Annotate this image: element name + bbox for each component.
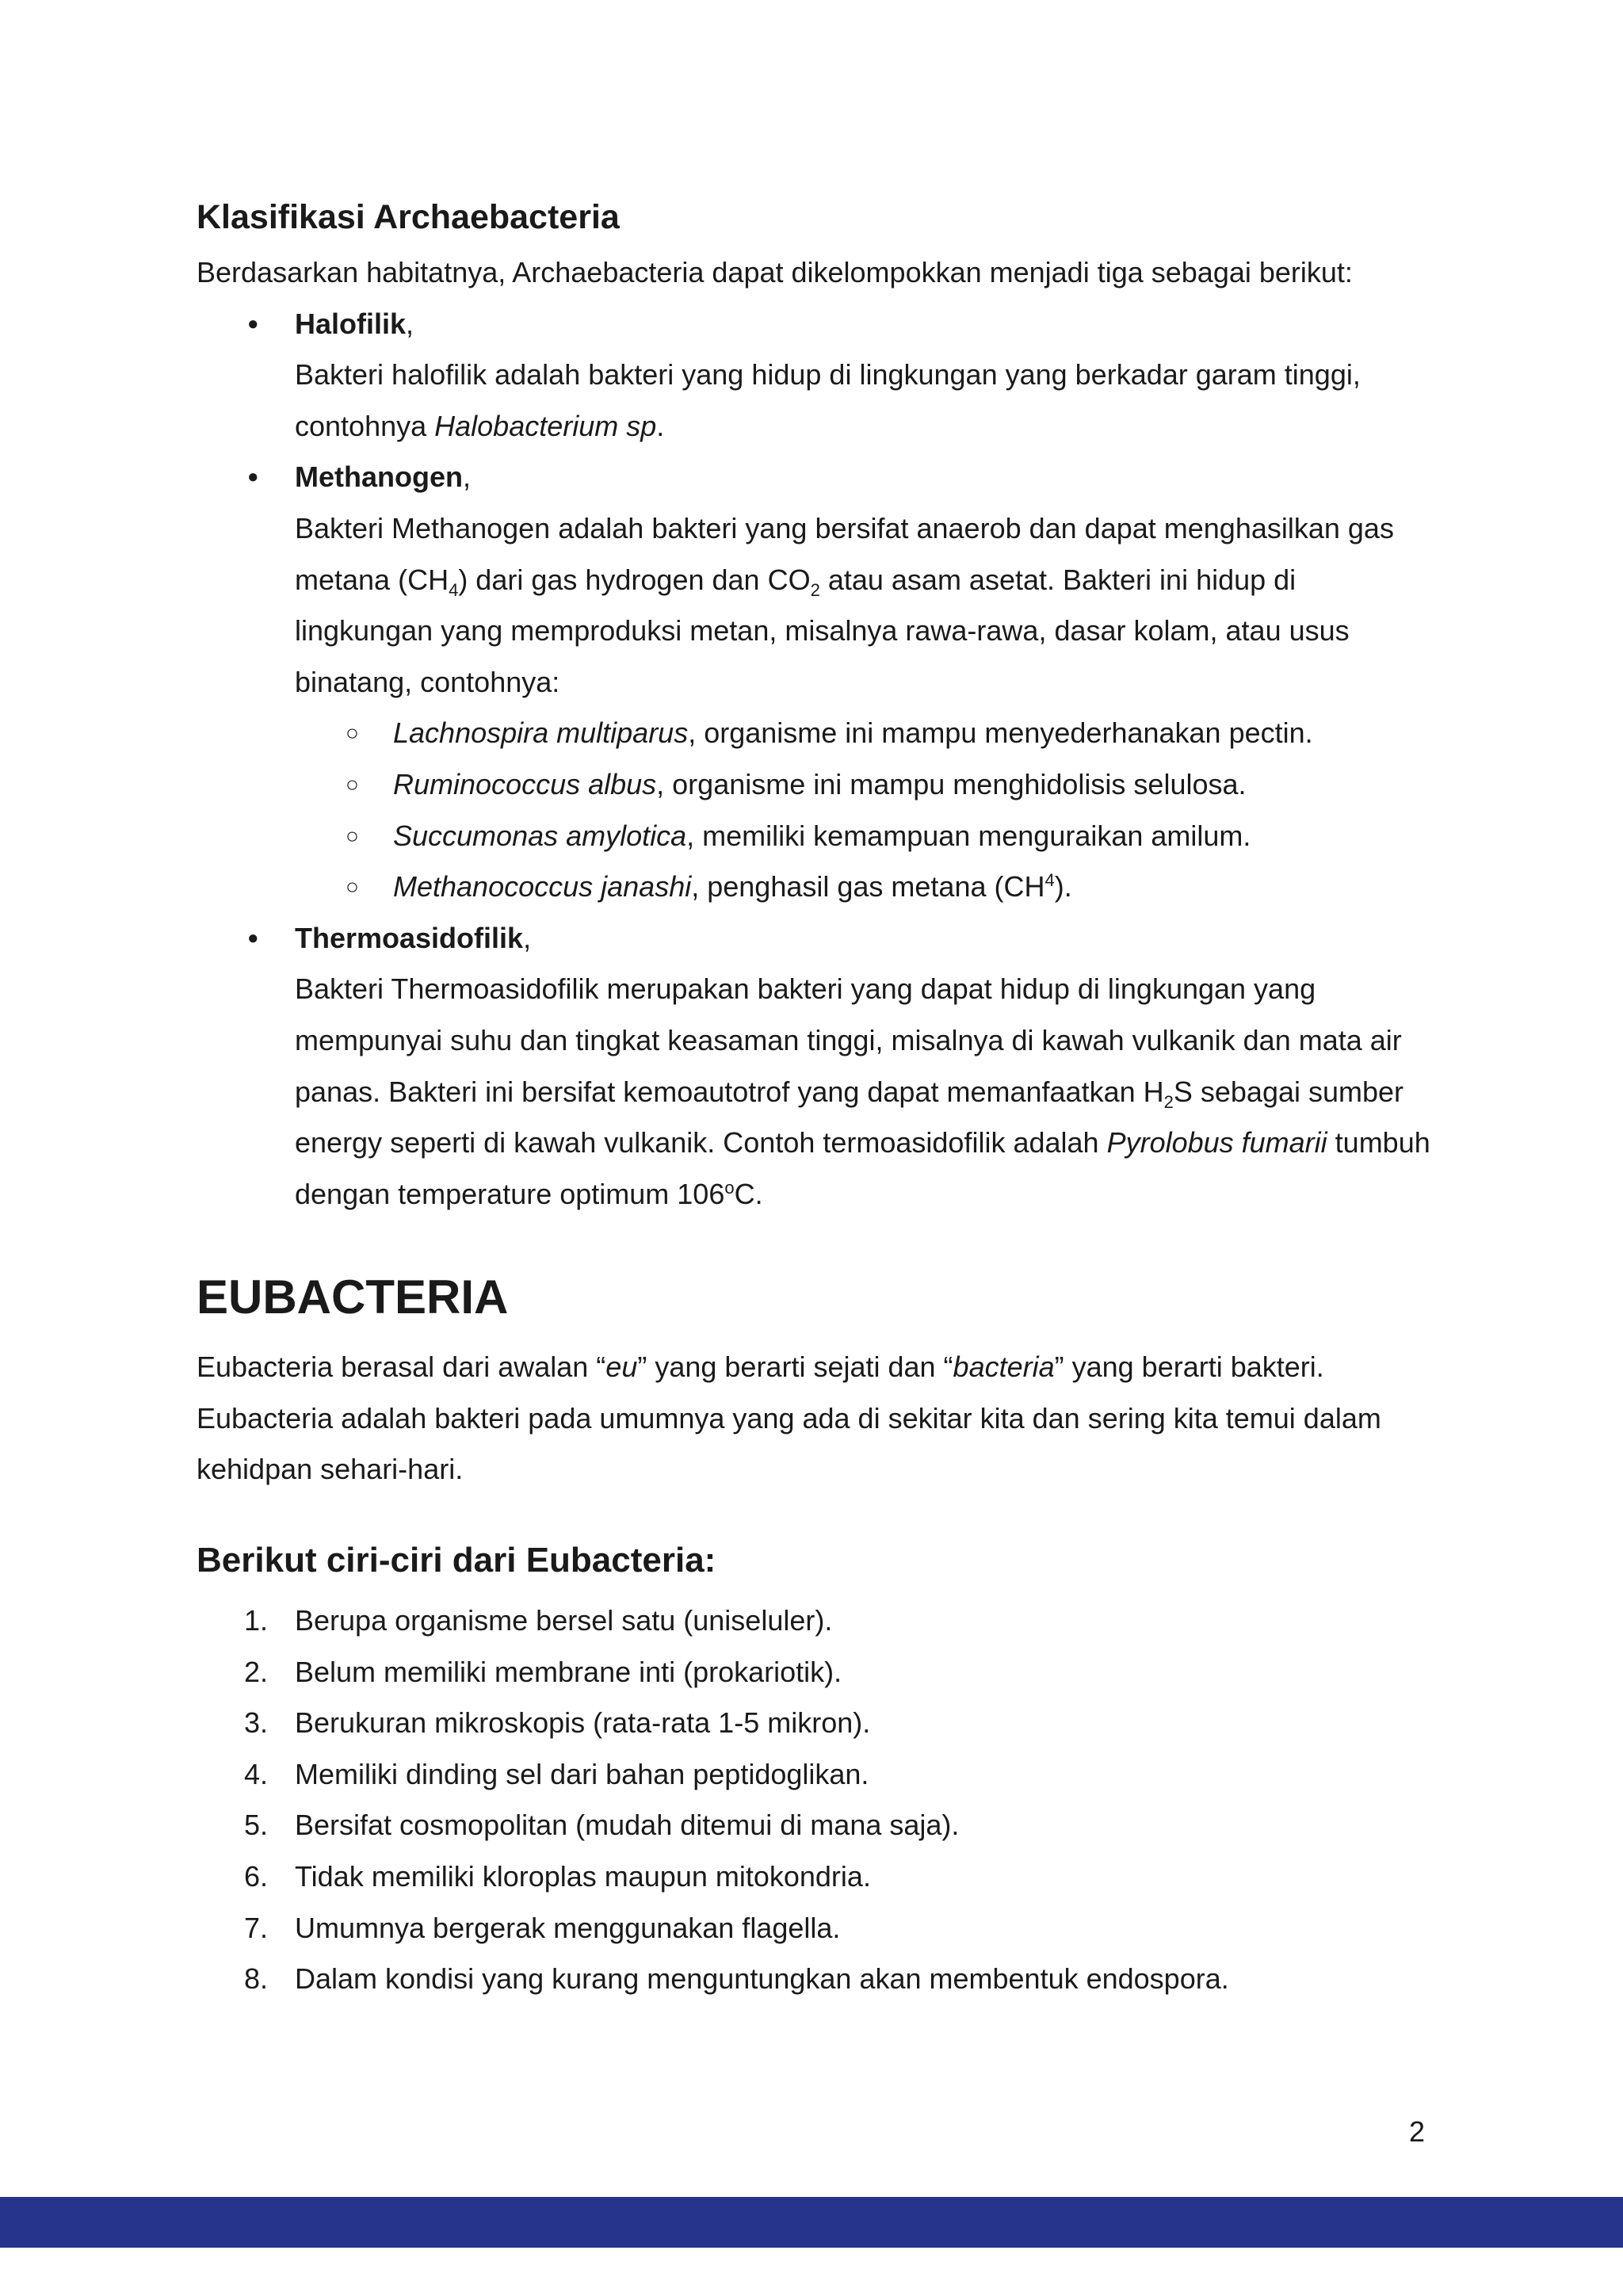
list-item — [197, 1698, 1433, 1749]
list-item — [197, 1647, 1433, 1698]
circle-bullet-icon: ○ — [346, 874, 359, 900]
feature-text: Bersifat cosmopolitan (mudah ditemui di mana saja). — [295, 1809, 960, 1842]
page-number: 2 — [1408, 2115, 1425, 2148]
feature-text: Belum memiliki membrane inti (prokariotik). — [295, 1655, 842, 1688]
species-name: Succumonas amylotica — [393, 819, 687, 852]
species-name: Halobacterium sp — [434, 409, 657, 442]
list-item — [197, 1903, 1433, 1954]
item-desc: atau asam asetat. Bakteri ini hidup di lingkungan yang memproduksi metan, misalnya rawa-rawa, dasar kolam, atau usus binatang, contohnya: — [295, 563, 1350, 698]
list-number: 7. — [244, 1911, 269, 1944]
paragraph-text: ” yang berarti bakteri. Eubacteria adalah bakteri pada umumnya yang ada di sekitar kita dan sering kita temui dalam kehidpan sehari-hari. — [197, 1350, 1381, 1486]
circle-bullet-icon: ○ — [346, 771, 359, 797]
subscript: 2 — [1163, 1091, 1174, 1112]
item-desc: ) dari gas hydrogen dan CO — [458, 563, 811, 596]
superscript: 4 — [1044, 870, 1055, 891]
species-name: Ruminococcus albus — [393, 767, 657, 800]
item-desc-end: . — [656, 409, 665, 442]
bullet-icon: ● — [247, 466, 259, 488]
list-item — [197, 1749, 1433, 1801]
list-number: 2. — [244, 1655, 269, 1688]
paragraph-text: Eubacteria berasal dari awalan “ — [197, 1350, 606, 1384]
feature-text: Umumnya bergerak menggunakan flagella. — [295, 1911, 841, 1944]
paragraph-text: ” yang berarti sejati dan “ — [637, 1350, 953, 1384]
example-text: , penghasil gas metana (CH — [691, 870, 1045, 904]
example-text-end: ). — [1054, 870, 1072, 904]
list-item-methanogen: ● Methanogen, Bakteri Methanogen adalah bakteri yang bersifat anaerob dan dapat menghasilkan gas metana $(CH_4)$ dari gas hydrogen dan $CO_2$ atau asam asetat. Bakteri ini hidup di lingkungan yang memproduksi metan, misalnya rawa-rawa, dasar kolam, atau usus binatang, contohnya: ○ Lachnospira multiparus, organisme ini mampu menyederhanakan pectin. ○ Ruminococcus albus, organisme ini mampu menghidolisis selulosa. ○ Succumonas amylotica, memiliki kemampuan menguraikan amilum. ○ Methanococcus janashi, penghasil gas metana $(CH^4)$. — [197, 452, 1433, 912]
list-item — [197, 1954, 1433, 2005]
example-text: , memiliki kemampuan menguraikan amilum. — [686, 819, 1251, 852]
list-number: 3. — [244, 1706, 269, 1740]
bullet-icon: ● — [247, 312, 259, 334]
list-number: 6. — [244, 1860, 269, 1893]
section-heading-eubacteria: EUBACTERIA — [197, 1270, 509, 1324]
item-desc: Bakteri Methanogen adalah bakteri yang bersifat anaerob dan dapat menghasilkan gas metana (CH — [295, 511, 1394, 596]
list-number: 5. — [244, 1809, 269, 1842]
feature-text: Memiliki dinding sel dari bahan peptidoglikan. — [295, 1757, 869, 1790]
item-desc-end: C. — [734, 1177, 763, 1210]
features-list — [197, 1595, 1433, 2005]
footer-bar — [0, 2197, 1623, 2248]
document-body — [197, 189, 1433, 2005]
item-desc: tumbuh dengan temperature optimum 106 — [295, 1126, 1430, 1210]
item-desc: Bakteri Thermoasidofilik merupakan bakteri yang dapat hidup di lingkungan yang mempunyai suhu dan tingkat keasaman tinggi, misalnya di kawah vulkanik dan mata air panas. Bakteri ini bersifat kemoautotrof yang dapat memanfaatkan H — [295, 972, 1402, 1108]
list-item — [197, 1851, 1433, 1903]
circle-bullet-icon: ○ — [346, 720, 359, 746]
methanogen-examples — [295, 708, 1433, 912]
feature-text: Dalam kondisi yang kurang menguntungkan akan membentuk endospora. — [295, 1962, 1229, 1996]
list-number: 1. — [244, 1604, 269, 1637]
circle-bullet-icon: ○ — [346, 823, 359, 848]
superscript: o — [724, 1177, 735, 1198]
feature-text: Berupa organisme bersel satu (uniseluler). — [295, 1604, 833, 1637]
archaebacteria-list — [197, 299, 1433, 1221]
bullet-icon: ● — [247, 926, 259, 949]
italic-term: eu — [605, 1350, 638, 1384]
feature-text: Tidak memiliki kloroplas maupun mitokondria. — [295, 1860, 871, 1893]
list-item-thermoasidofilik: ● Thermoasidofilik, Bakteri Thermoasidofilik merupakan bakteri yang dapat hidup di lingkungan yang mempunyai suhu dan tingkat keasaman tinggi, misalnya di kawah vulkanik dan mata air panas. Bakteri ini bersifat kemoautotrof yang dapat memanfaatkan $H_2S$ sebagai sumber energy seperti di kawah vulkanik. Contoh termoasidofilik adalah Pyrolobus fumarii tumbuh dengan temperature optimum 106$^o$C. — [197, 913, 1433, 1221]
list-item — [295, 759, 1433, 811]
section-heading-klasifikasi: Klasifikasi Archaebacteria — [197, 198, 620, 236]
item-title: Methanogen — [295, 460, 463, 494]
example-text: , organisme ini mampu menghidolisis selulosa. — [656, 767, 1247, 800]
list-item — [197, 1595, 1433, 1647]
species-name: Pyrolobus fumarii — [1106, 1126, 1327, 1159]
intro-paragraph: Berdasarkan habitatnya, Archaebacteria dapat dikelompokkan menjadi tiga sebagai berikut: — [197, 256, 1353, 288]
list-number: 4. — [244, 1757, 269, 1790]
list-item — [295, 861, 1433, 913]
item-title: Halofilik — [295, 307, 407, 340]
list-item — [295, 811, 1433, 862]
example-text: , organisme ini mampu menyederhanakan pectin. — [688, 716, 1313, 750]
list-item-halofilik: ● Halofilik, Bakteri halofilik adalah bakteri yang hidup di lingkungan yang berkadar garam tinggi, contohnya Halobacterium sp. — [197, 299, 1433, 453]
list-item — [197, 1800, 1433, 1851]
features-heading: Berikut ciri-ciri dari Eubacteria: — [197, 1541, 716, 1580]
species-name: Methanococcus janashi — [393, 870, 692, 904]
item-desc: Bakteri halofilik adalah bakteri yang hidup di lingkungan yang berkadar garam tinggi, contohnya — [295, 358, 1361, 442]
italic-term: bacteria — [953, 1350, 1055, 1384]
subscript: 2 — [810, 579, 820, 600]
feature-text: Berukuran mikroskopis (rata-rata 1-5 mikron). — [295, 1706, 871, 1740]
item-desc: S sebagai sumber energy seperti di kawah vulkanik. Contoh termoasidofilik adalah — [295, 1075, 1404, 1159]
list-number: 8. — [244, 1962, 269, 1996]
eubacteria-paragraph — [197, 1342, 1433, 1496]
subscript: 4 — [449, 579, 459, 600]
species-name: Lachnospira multiparus — [393, 716, 689, 750]
list-item — [295, 708, 1433, 759]
item-title: Thermoasidofilik — [295, 921, 524, 954]
